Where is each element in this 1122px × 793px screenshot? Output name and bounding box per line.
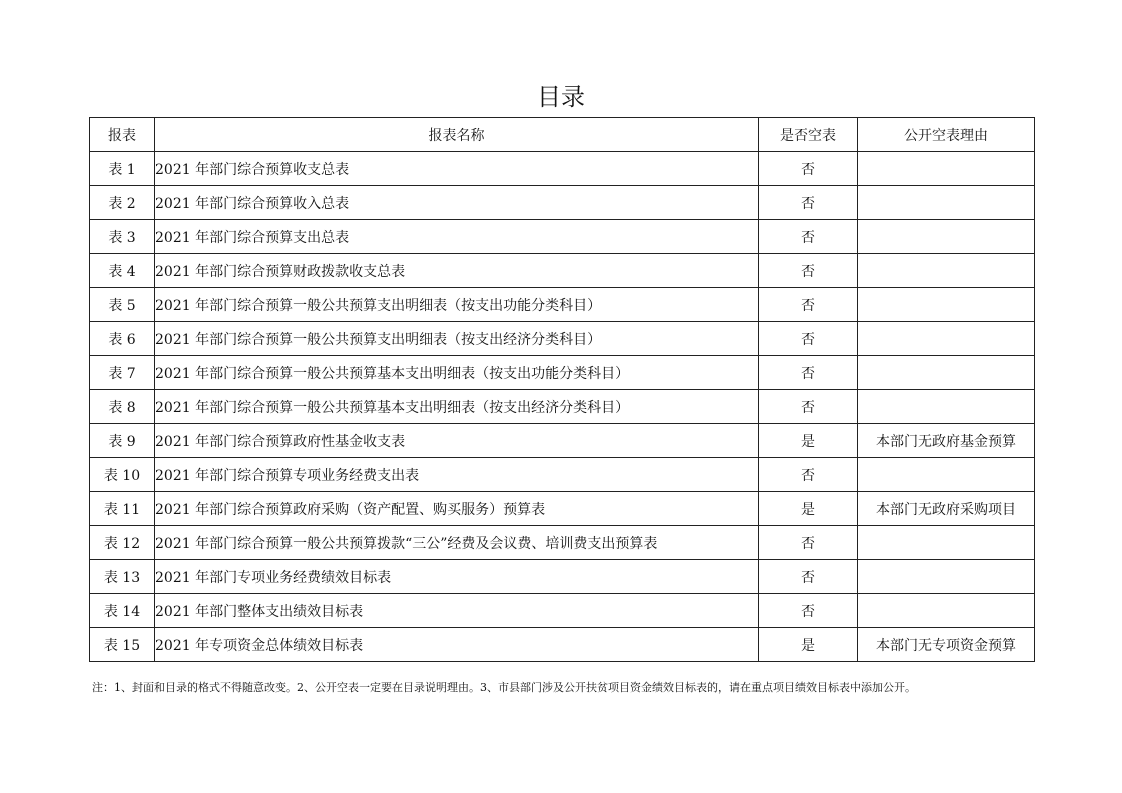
report-name-cell: 2021 年部门专项业务经费绩效目标表 [155,560,759,594]
report-number-cell: 表 12 [90,526,155,560]
report-name-cell: 2021 年部门综合预算一般公共预算支出明细表（按支出功能分类科目） [155,288,759,322]
is-empty-cell: 是 [759,424,858,458]
report-number-cell: 表 1 [90,152,155,186]
empty-reason-cell [858,458,1035,492]
report-name-cell: 2021 年部门综合预算收入总表 [155,186,759,220]
is-empty-cell: 否 [759,458,858,492]
report-name-cell: 2021 年部门综合预算收支总表 [155,152,759,186]
footnote: 注：1、封面和目录的格式不得随意改变。2、公开空表一定要在目录说明理由。3、市县部门涉及公开扶贫项目资金绩效目标表的，请在重点项目绩效目标表中添加公开。 [92,681,916,694]
report-name-cell: 2021 年部门综合预算一般公共预算基本支出明细表（按支出功能分类科目） [155,356,759,390]
empty-reason-cell [858,594,1035,628]
report-name-cell: 2021 年部门综合预算一般公共预算支出明细表（按支出经济分类科目） [155,322,759,356]
empty-reason-cell: 本部门无政府采购项目 [858,492,1035,526]
header-is-empty: 是否空表 [759,118,858,152]
is-empty-cell: 否 [759,152,858,186]
table-row [90,356,1035,390]
empty-reason-cell: 本部门无专项资金预算 [858,628,1035,662]
is-empty-cell: 否 [759,322,858,356]
report-number-cell: 表 4 [90,254,155,288]
is-empty-cell: 否 [759,526,858,560]
report-number-cell: 表 2 [90,186,155,220]
report-name-cell: 2021 年部门整体支出绩效目标表 [155,594,759,628]
is-empty-cell: 否 [759,594,858,628]
report-name-cell: 2021 年部门综合预算一般公共预算基本支出明细表（按支出经济分类科目） [155,390,759,424]
report-number-cell: 表 3 [90,220,155,254]
table-row [90,492,1035,526]
is-empty-cell: 否 [759,254,858,288]
report-index-table [89,117,1035,662]
report-name-cell: 2021 年部门综合预算一般公共预算拨款“三公”经费及会议费、培训费支出预算表 [155,526,759,560]
table-row [90,594,1035,628]
is-empty-cell: 否 [759,560,858,594]
empty-reason-cell [858,526,1035,560]
report-number-cell: 表 8 [90,390,155,424]
report-name-cell: 2021 年部门综合预算政府采购（资产配置、购买服务）预算表 [155,492,759,526]
empty-reason-cell: 本部门无政府基金预算 [858,424,1035,458]
report-number-cell: 表 11 [90,492,155,526]
table-row [90,152,1035,186]
is-empty-cell: 否 [759,186,858,220]
report-name-cell: 2021 年部门综合预算支出总表 [155,220,759,254]
header-report-name: 报表名称 [155,118,759,152]
is-empty-cell: 是 [759,628,858,662]
report-number-cell: 表 5 [90,288,155,322]
report-number-cell: 表 9 [90,424,155,458]
report-name-cell: 2021 年部门综合预算专项业务经费支出表 [155,458,759,492]
empty-reason-cell [858,390,1035,424]
table-row [90,322,1035,356]
report-name-cell: 2021 年专项资金总体绩效目标表 [155,628,759,662]
is-empty-cell: 否 [759,220,858,254]
report-name-cell: 2021 年部门综合预算政府性基金收支表 [155,424,759,458]
empty-reason-cell [858,254,1035,288]
table-row [90,458,1035,492]
is-empty-cell: 否 [759,288,858,322]
table-body [90,152,1035,662]
page-title: 目录 [537,83,585,111]
table-row [90,220,1035,254]
report-number-cell: 表 7 [90,356,155,390]
report-number-cell: 表 6 [90,322,155,356]
is-empty-cell: 否 [759,390,858,424]
empty-reason-cell [858,288,1035,322]
table-row [90,186,1035,220]
table-row [90,288,1035,322]
table-row [90,424,1035,458]
report-number-cell: 表 13 [90,560,155,594]
table-header-row [90,118,1035,152]
empty-reason-cell [858,152,1035,186]
empty-reason-cell [858,322,1035,356]
report-number-cell: 表 14 [90,594,155,628]
header-report-no: 报表 [90,118,155,152]
empty-reason-cell [858,356,1035,390]
report-number-cell: 表 15 [90,628,155,662]
is-empty-cell: 是 [759,492,858,526]
table-row [90,526,1035,560]
table-row [90,254,1035,288]
is-empty-cell: 否 [759,356,858,390]
table-row [90,628,1035,662]
report-name-cell: 2021 年部门综合预算财政拨款收支总表 [155,254,759,288]
report-number-cell: 表 10 [90,458,155,492]
table-row [90,390,1035,424]
empty-reason-cell [858,560,1035,594]
empty-reason-cell [858,220,1035,254]
empty-reason-cell [858,186,1035,220]
header-empty-reason: 公开空表理由 [858,118,1035,152]
table-row [90,560,1035,594]
